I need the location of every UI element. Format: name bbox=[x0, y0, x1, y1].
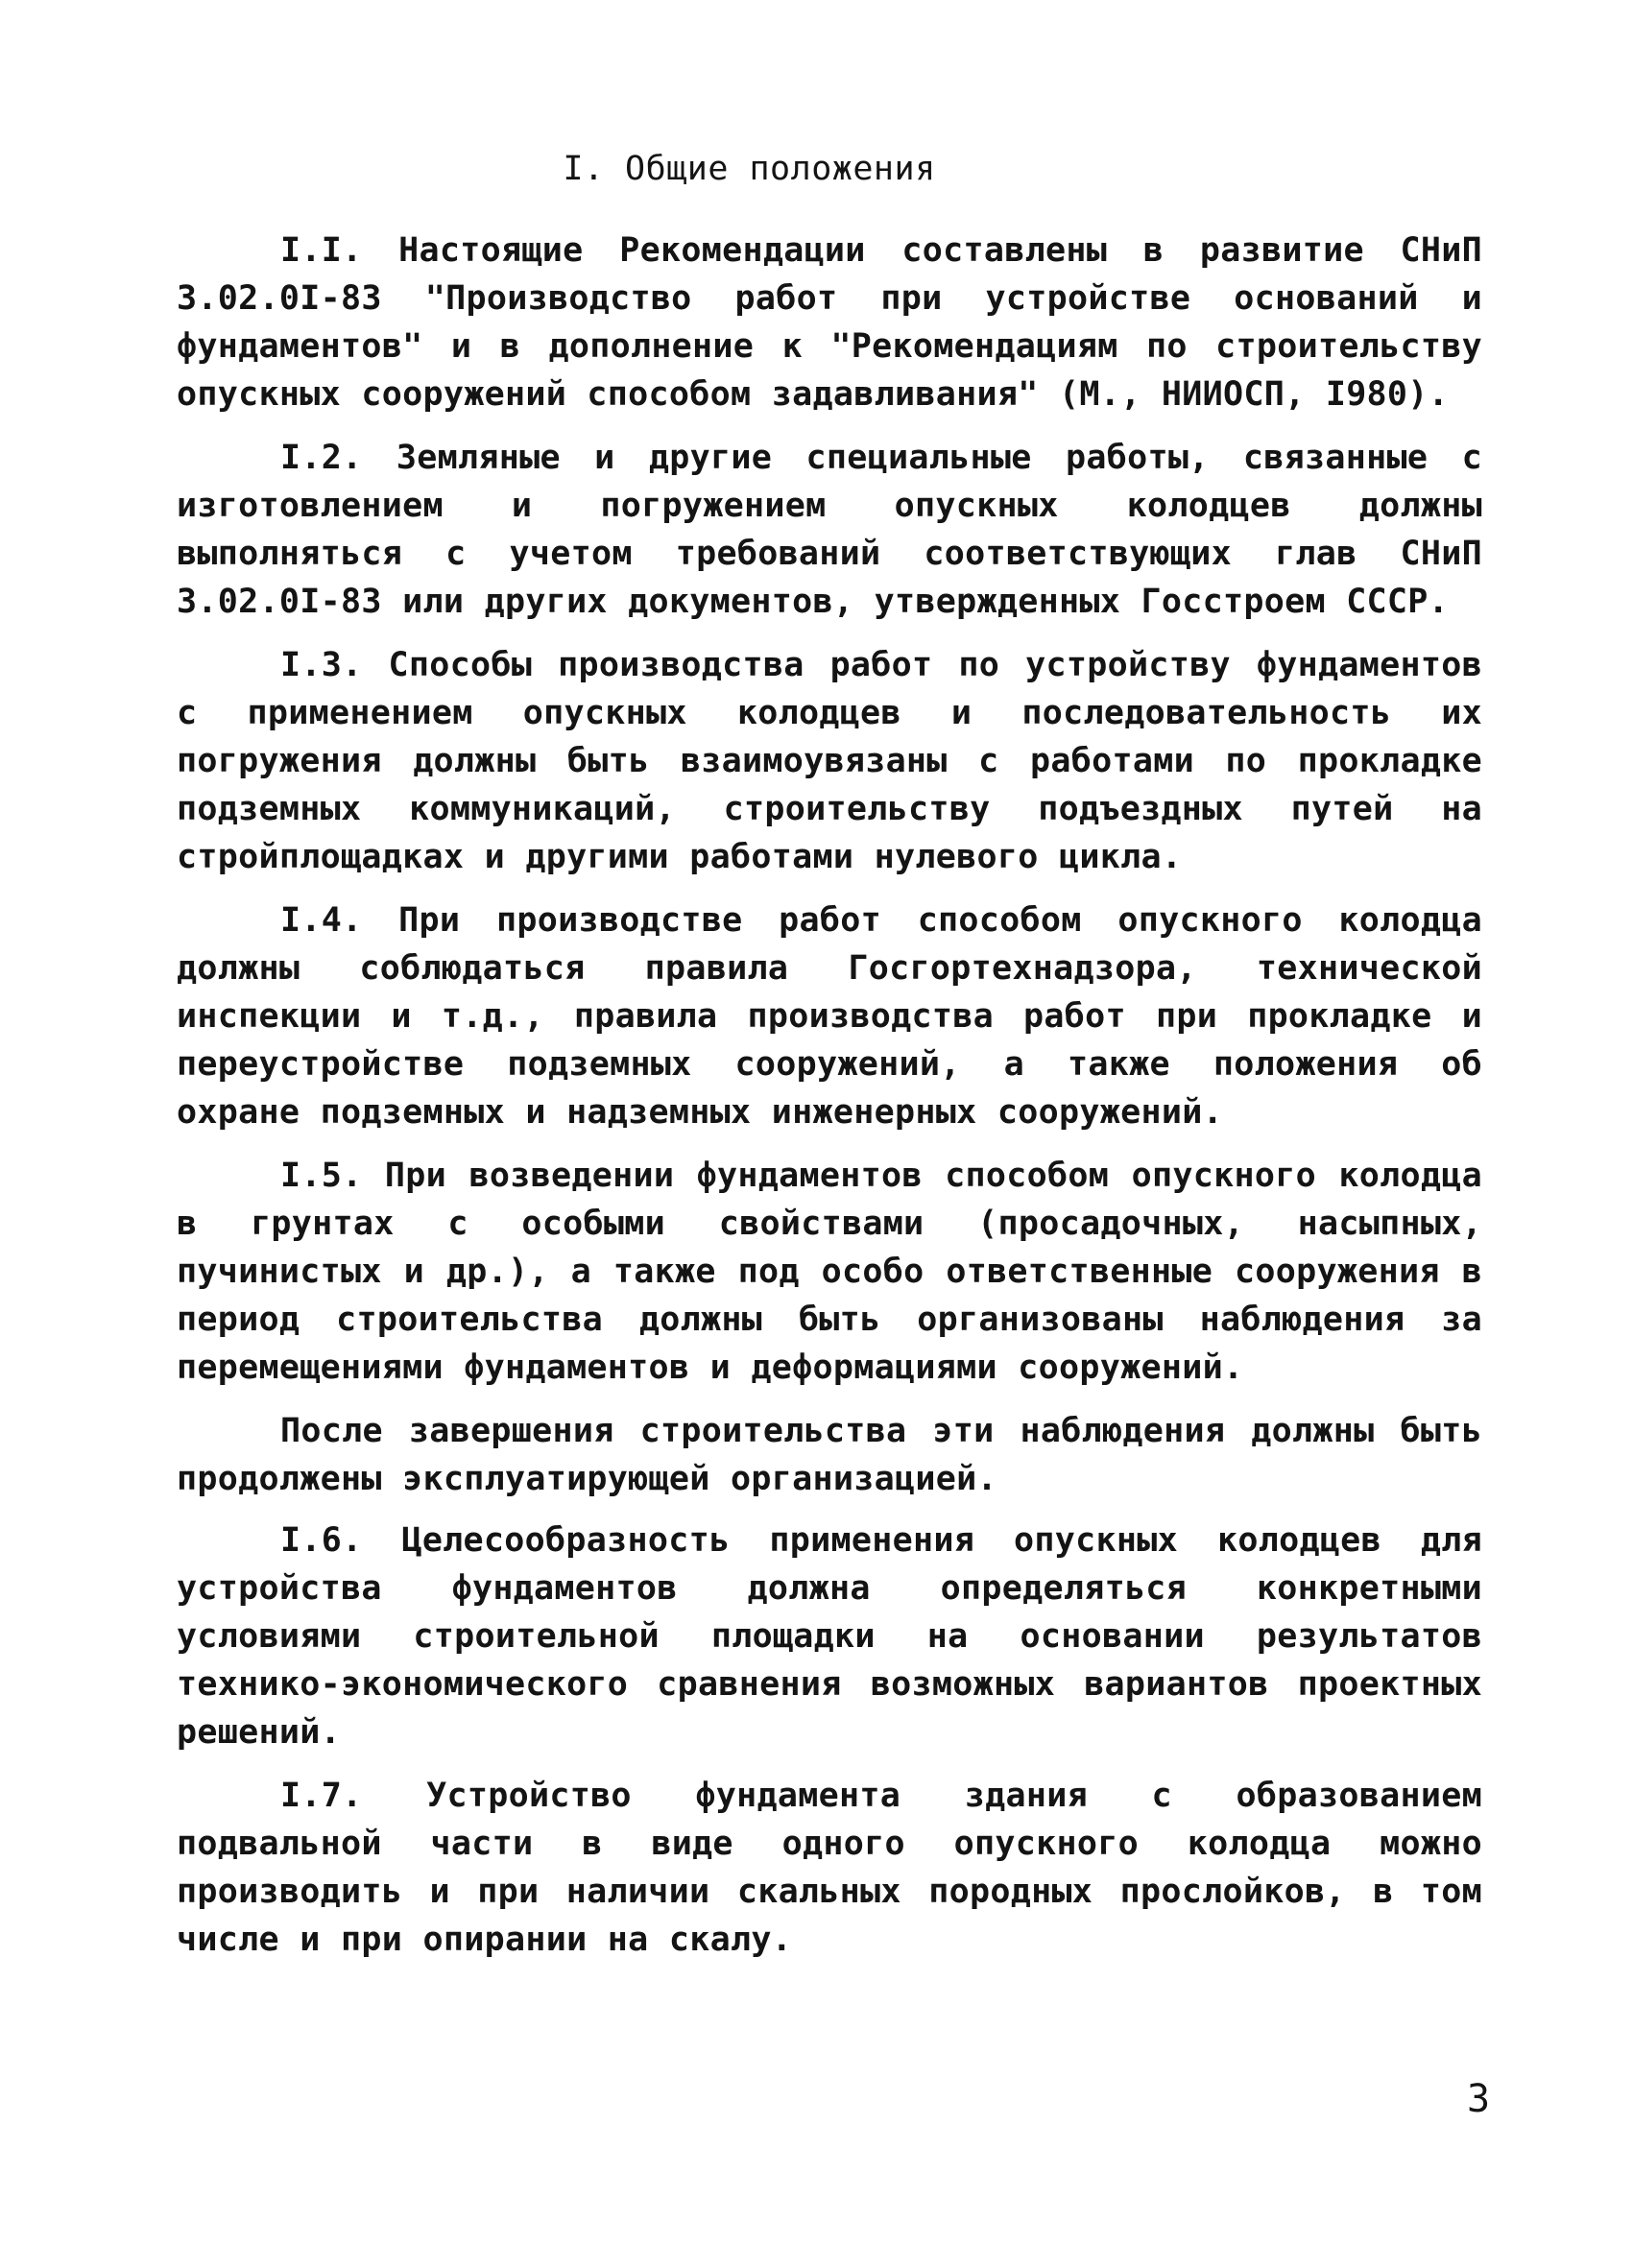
paragraph-1-3: I.3. Способы производства работ по устройству фундаментов с применением опускных колодцев и последовательность их погружения должны быть взаимоувязаны с работами по прокладке подземных коммуникаций, строительству подъездных путей на стройплощадках и другими работами нулевого цикла. bbox=[177, 646, 1482, 876]
paragraph-1-7: I.7. Устройство фундамента здания с образованием подвальной части в виде одного опускного колодца можно производить и при наличии скальных породных прослойков, в том числе и при опирании на скалу. bbox=[177, 1777, 1482, 1959]
paragraph-1-5: I.5. При возведении фундаментов способом опускного колодца в грунтах с особыми свойствами (просадочных, насыпных, пучинистых и др.), а также под особо ответственные сооружения в период строительства должны быть организованы наблюдения за перемещениями фундаментов и деформациями сооружений. bbox=[177, 1157, 1482, 1387]
page-number: 3 bbox=[1467, 2077, 1491, 2121]
paragraph-1-4: I.4. При производстве работ способом опускного колодца должны соблюдаться правила Госгортехнадзора, технической инспекции и т.д., правила производства работ при прокладке и переустройстве подземных сооружений, а также положения об охране подземных и надземных инженерных сооружений. bbox=[177, 901, 1482, 1132]
paragraph-1-2: I.2. Земляные и другие специальные работы, связанные с изготовлением и погружением опускных колодцев должны выполняться с учетом требований соответствующих глав СНиП 3.02.0I-83 или других документов, утвержденных Госстроем СССР. bbox=[177, 439, 1482, 621]
paragraph-1-1: I.I. Настоящие Рекомендации составлены в развитие СНиП 3.02.0I-83 "Производство работ при устройстве оснований и фундаментов" и в дополнение к "Рекомендациям по строительству опускных сооружений способом задавливания" (М., НИИОСП, I980). bbox=[177, 231, 1482, 414]
paragraph-1-6: I.6. Целесообразность применения опускных колодцев для устройства фундаментов должна определяться конкретными условиями строительной площадки на основании результатов технико-экономического сравнения возможных вариантов проектных решений. bbox=[177, 1521, 1482, 1752]
section-heading: I. Общие положения bbox=[563, 150, 936, 188]
body-text bbox=[177, 227, 1482, 1979]
paragraph-1-5-continued: После завершения строительства эти наблюдения должны быть продолжены эксплуатирующей организацией. bbox=[177, 1412, 1482, 1498]
